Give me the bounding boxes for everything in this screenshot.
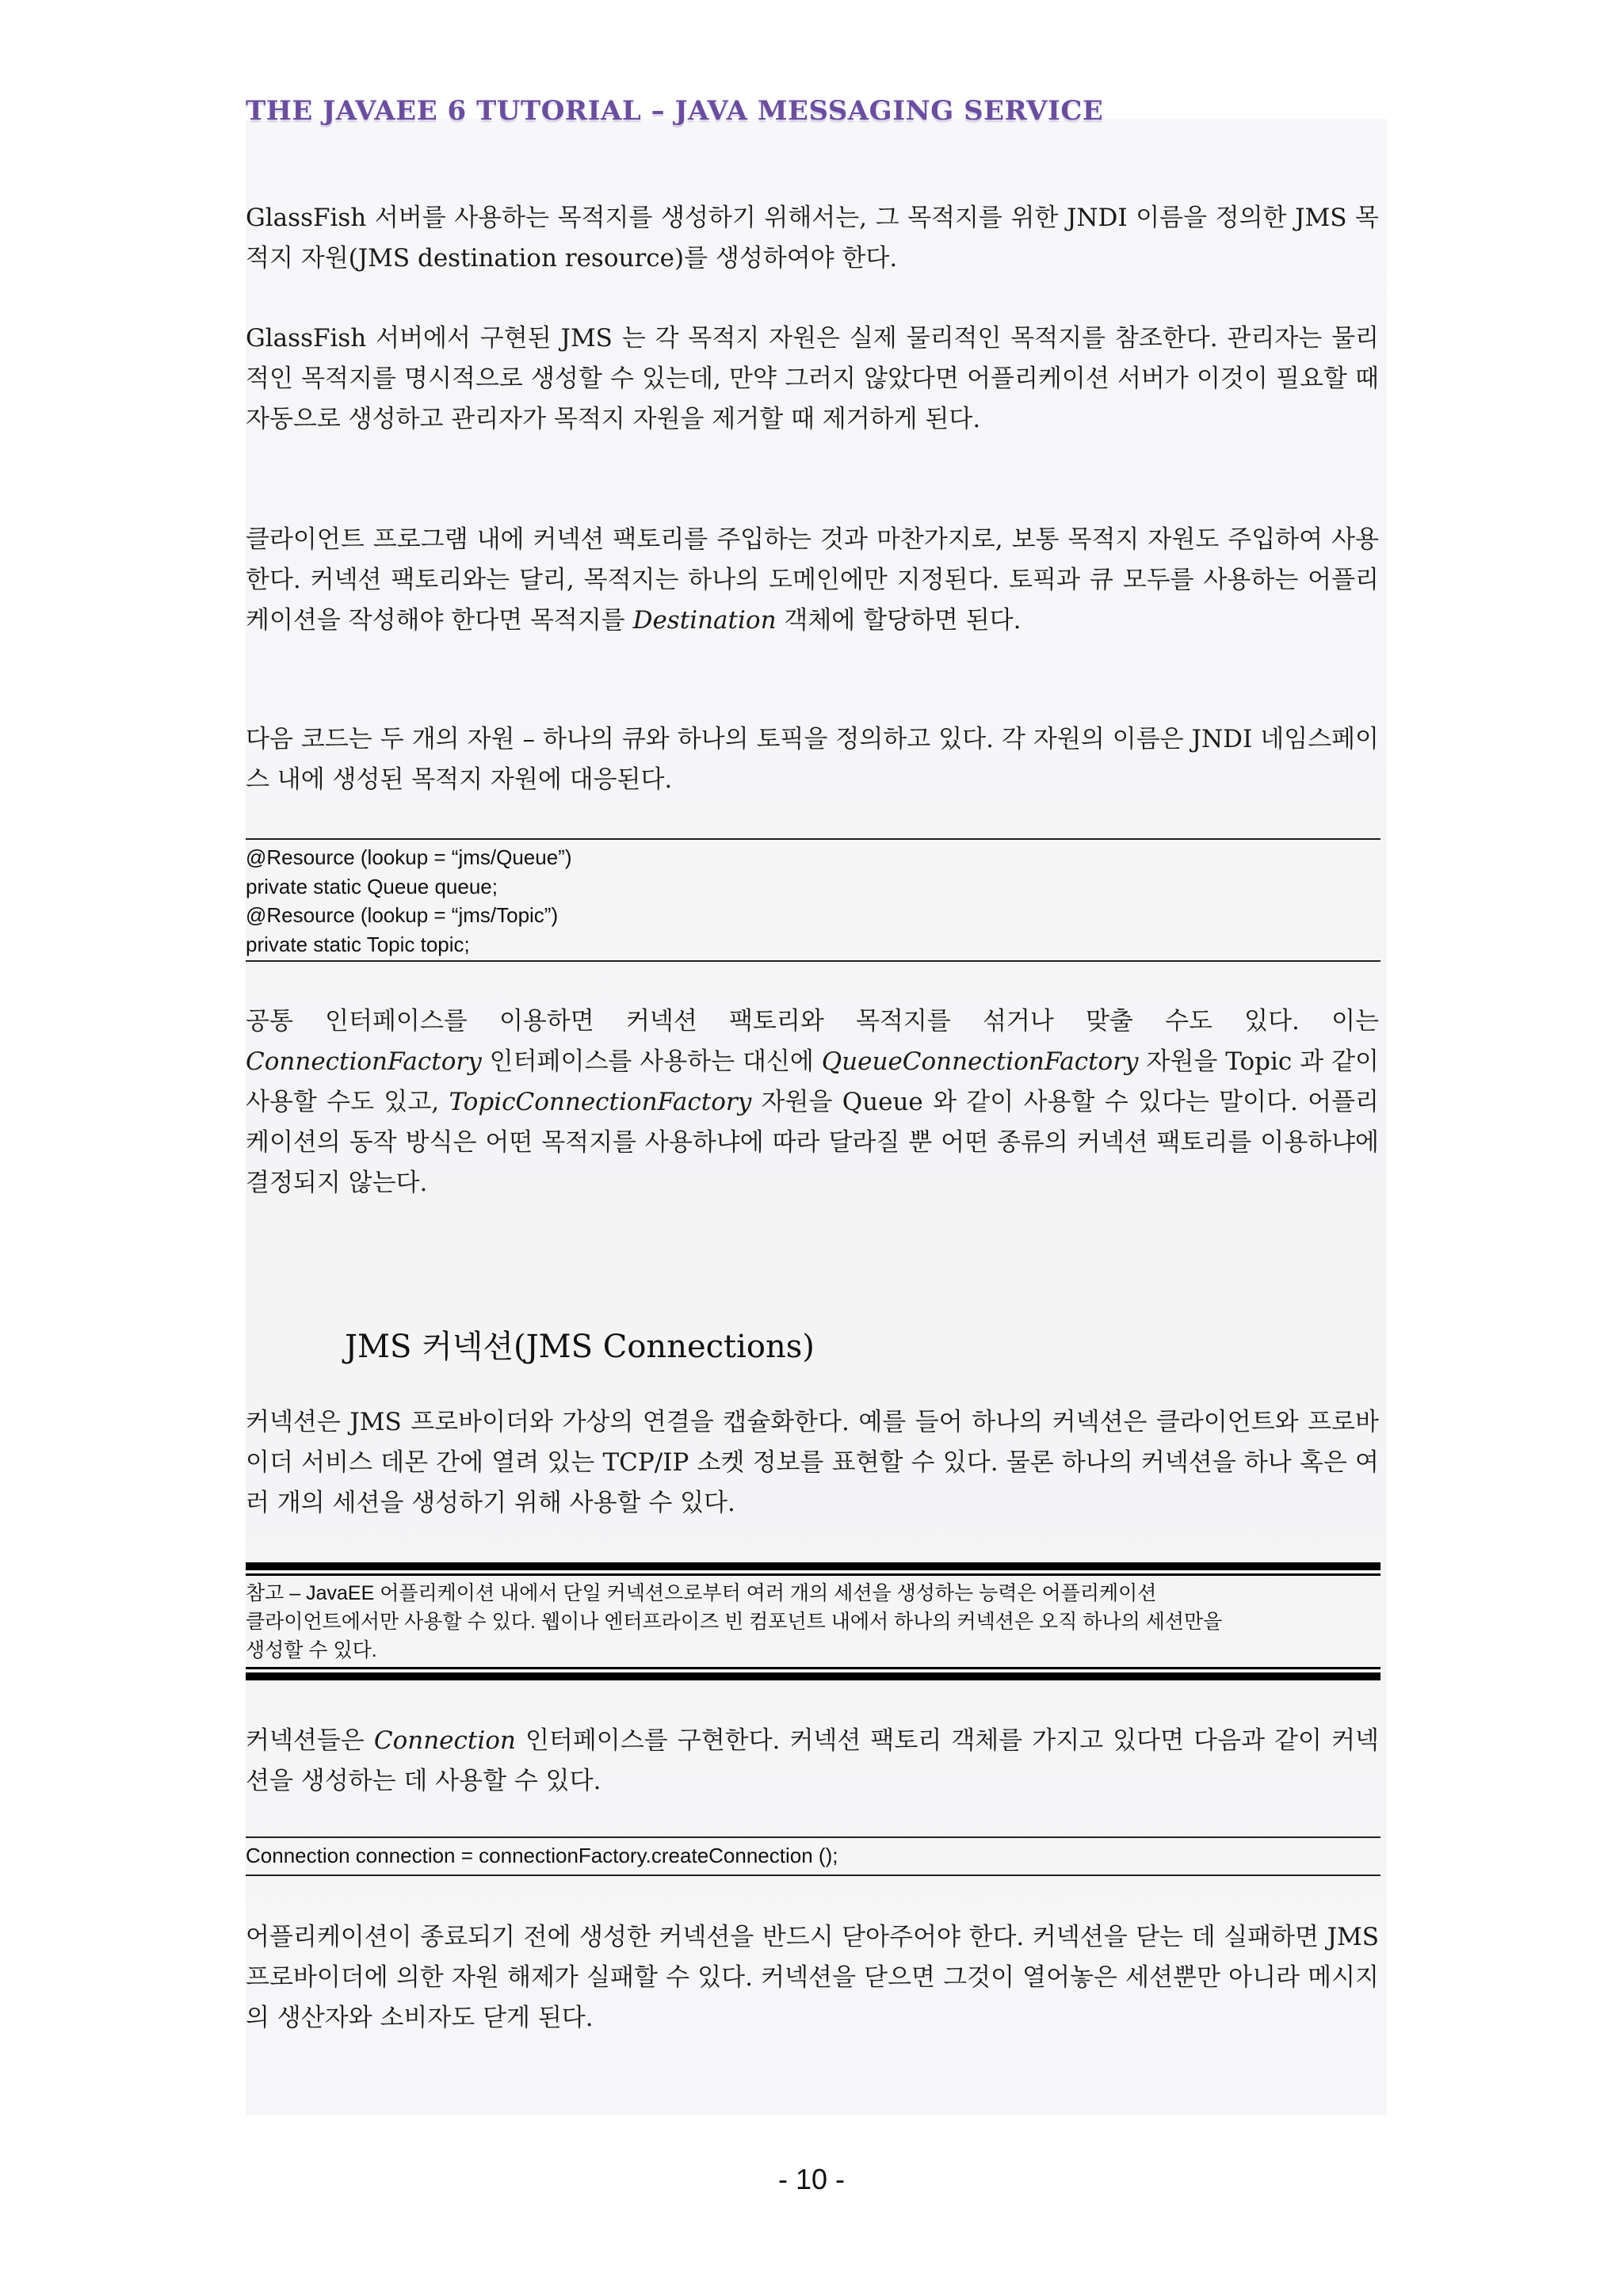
paragraph-physical-destination: GlassFish 서버에서 구현된 JMS 는 각 목적지 자원은 실제 물리적인 목적지를 참조한다. 관리자는 물리적인 목적지를 명시적으로 생성할 수 있는데, 만약 그러지 않았다면 어플리케이션 서버가 이것이 필요할 때 자동으로 생성하고 관리자가 목적지 자원을 제거할 때 제거하게 된다. xyxy=(246,324,1379,433)
paragraph-common-interfaces xyxy=(246,1001,1379,1203)
class-name-destination: Destination xyxy=(632,606,777,635)
code-block-resources xyxy=(246,843,1381,959)
paragraph-text: 자원을 Topic 과 같이 사용할 수도 있고, xyxy=(246,1047,1379,1116)
note-box xyxy=(246,1579,1381,1665)
note-bottom-rule-thin xyxy=(246,1667,1381,1669)
paragraph-close-connection: 어플리케이션이 종료되기 전에 생성한 커넥션을 반드시 닫아주어야 한다. 커넥션을 닫는 데 실패하면 JMS 프로바이더에 의한 자원 해제가 실패할 수 있다. 커넥션을 닫으면 그것이 열어놓은 세션뿐만 아니라 메시지의 생산자와 소비자도 닫게 된다. xyxy=(246,1923,1379,2032)
note-line: 클라이언트에서만 사용할 수 있다. 웹이나 엔터프라이즈 빈 컴포넌트 내에서 하나의 커넥션은 오직 하나의 세션만을 xyxy=(246,1611,1223,1633)
section-heading: JMS 커넥션(JMS Connections) xyxy=(345,1329,815,1365)
note-top-rule-thin xyxy=(246,1573,1381,1576)
paragraph-text: 공통 인터페이스를 이용하면 커넥션 팩토리와 목적지를 섞거나 맞출 수도 있다. 이는 xyxy=(246,1007,1379,1035)
code-line: @Resource (lookup = “jms/Queue”) xyxy=(246,845,572,869)
paragraph-connection-interface xyxy=(246,1721,1379,1802)
paragraph-text: 인터페이스를 구현한다. 커넥션 팩토리 객체를 가지고 있다면 다음과 같이 커넥션을 생성하는 데 사용할 수 있다. xyxy=(246,1726,1379,1795)
paragraph-text: 자원을 Queue 와 같이 사용할 수 있다는 말이다. 어플리케이션의 동작 방식은 어떤 목적지를 사용하냐에 따라 달라질 뿐 어떤 종류의 커넥션 팩토리를 이용하냐에 결정되지 않는다. xyxy=(246,1088,1379,1197)
note-bottom-rule-thick xyxy=(246,1672,1381,1680)
page-number: - 10 - xyxy=(777,2163,846,2195)
code-block-top-rule xyxy=(246,838,1381,840)
class-name-topicconnectionfactory: TopicConnectionFactory xyxy=(449,1088,752,1116)
class-name-connection: Connection xyxy=(373,1726,516,1755)
code-line: Connection connection = connectionFactory.createConnection (); xyxy=(246,1844,838,1867)
code-block-bottom-rule xyxy=(246,960,1381,962)
code-block-top-rule xyxy=(246,1836,1381,1838)
paragraph-text: 객체에 할당하면 된다. xyxy=(776,606,1022,635)
note-line: 참고 – JavaEE 어플리케이션 내에서 단일 커넥션으로부터 여러 개의 세션을 생성하는 능력은 어플리케이션 xyxy=(246,1582,1157,1604)
paragraph-text: 클라이언트 프로그램 내에 커넥션 팩토리를 주입하는 것과 마찬가지로, 보통 목적지 자원도 주입하여 사용한다. 커넥션 팩토리와는 달리, 목적지는 하나의 도메인에만 지정된다. 토픽과 큐 모두를 사용하는 어플리케이션을 작성해야 한다면 목적지를 xyxy=(246,525,1379,635)
class-name-connectionfactory: ConnectionFactory xyxy=(246,1047,482,1076)
code-block-bottom-rule xyxy=(246,1875,1381,1876)
running-header: THE JAVAEE 6 TUTORIAL – JAVA MESSAGING SERVICE xyxy=(246,95,1104,127)
code-line: private static Queue queue; xyxy=(246,874,498,898)
paragraph-connection-definition: 커넥션은 JMS 프로바이더와 가상의 연결을 캡슐화한다. 예를 들어 하나의 커넥션은 클라이언트와 프로바이더 서비스 데몬 간에 열려 있는 TCP/IP 소켓 정보를 표현할 수 있다. 물론 하나의 커넥션을 하나 혹은 여러 개의 세션을 생성하기 위해 사용할 수 있다. xyxy=(246,1408,1379,1517)
paragraph-code-intro: 다음 코드는 두 개의 자원 – 하나의 큐와 하나의 토픽을 정의하고 있다. 각 자원의 이름은 JNDI 네임스페이스 내에 생성된 목적지 자원에 대응된다. xyxy=(246,725,1379,794)
note-line: 생성할 수 있다. xyxy=(246,1639,377,1661)
code-line: private static Topic topic; xyxy=(246,932,470,956)
paragraph-text: 커넥션들은 xyxy=(246,1726,374,1755)
code-line: @Resource (lookup = “jms/Topic”) xyxy=(246,903,559,927)
class-name-queueconnectionfactory: QueueConnectionFactory xyxy=(821,1047,1139,1076)
paragraph-destination-resource: GlassFish 서버를 사용하는 목적지를 생성하기 위해서는, 그 목적지를 위한 JNDI 이름을 정의한 JMS 목적지 자원(JMS destination resource)를 생성하여야 한다. xyxy=(246,204,1379,273)
code-block-create-connection xyxy=(246,1841,1381,1871)
note-top-rule-thick xyxy=(246,1562,1381,1570)
paragraph-text: 인터페이스를 사용하는 대신에 xyxy=(481,1047,822,1076)
paragraph-inject-destination xyxy=(246,520,1379,641)
